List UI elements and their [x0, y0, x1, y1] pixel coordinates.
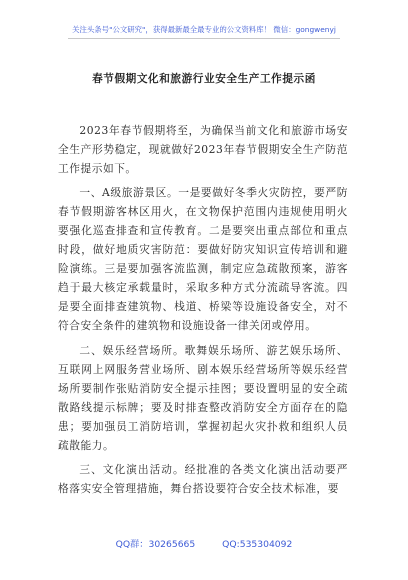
paragraph-entertainment-venues: 二、娱乐经营场所。歌舞娱乐场所、游艺娱乐场所、互联网上网服务营业场所、剧本娱乐经营场所等娱乐经营场所要制作张贴消防安全提示挂图；要设置明显的安全疏散路线提示标牌；要及时排查整改消防安全方面存在的隐患；要加强员工消防培训，掌握初起火灾扑救和组织人员疏散能力。 — [58, 343, 348, 452]
paragraph-scenic-areas: 一、A级旅游景区。一是要做好冬季火灾防控，要严防春节假期游客林区用火，在文物保护范围内违规使用明火要强化巡查排查和宣传教育。二是要突出重点部位和重点时段，做好地质灾害防范：要做好防灾知识宣传培训和避险演练。三是要加强客流监测，制定应急疏散预案，游客趋于最大核定承载量时，采取多种方式分流疏导客流。四是要全面排查建筑物、栈道、桥梁等设施设备安全，对不符合安全条件的建筑物和设施设备一律关闭或停用。 — [58, 186, 348, 333]
footer-qq-group: QQ群：30265665 — [115, 539, 196, 550]
footer-contact — [0, 536, 408, 550]
paragraph-cultural-performances: 三、文化演出活动。经批准的各类文化演出活动要严格落实安全管理措施，舞台搭设要符合安全技术标准，要 — [58, 462, 348, 495]
header-banner: 关注头条号"公文研究"，获得最新最全最专业的公文资料库！ 微信：gongwenyj — [72, 25, 336, 34]
header-divider — [68, 38, 340, 39]
paragraph-intro: 2023年春节假期将至，为确保当前文化和旅游市场安全生产形势稳定，现就做好2023年春节假期安全生产防范工作提示如下。 — [58, 124, 348, 175]
document-body — [58, 121, 348, 503]
footer-qq-number: QQ:535304092 — [222, 539, 293, 550]
document-title: 春节假期文化和旅游行业安全生产工作提示函 — [92, 73, 316, 85]
